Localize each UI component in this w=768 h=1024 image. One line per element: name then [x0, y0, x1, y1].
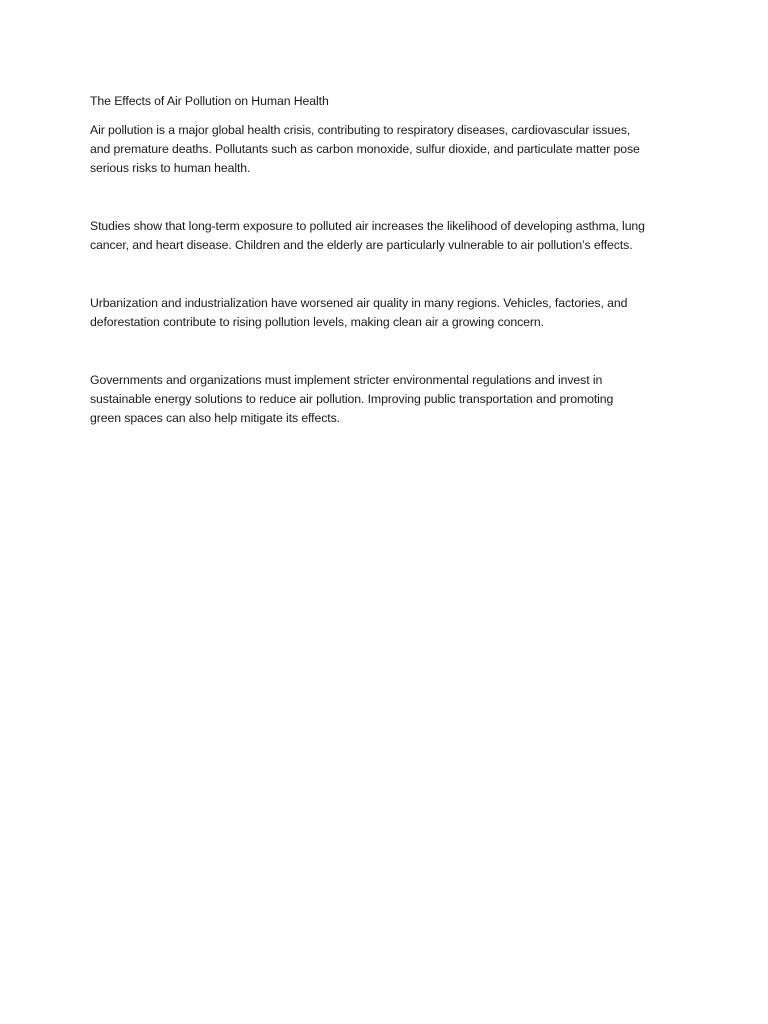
paragraph-line: green spaces can also help mitigate its effects. [90, 411, 340, 425]
document-title: The Effects of Air Pollution on Human Health [90, 94, 329, 108]
paragraph-1 [90, 121, 690, 178]
paragraph-line: cancer, and heart disease. Children and the elderly are particularly vulnerable to air pollution’s effects. [90, 238, 633, 252]
paragraph-line: and premature deaths. Pollutants such as carbon monoxide, sulfur dioxide, and particulate matter pose [90, 142, 640, 156]
paragraph-line: Air pollution is a major global health crisis, contributing to respiratory diseases, cardiovascular issues, [90, 123, 631, 137]
document-body [90, 92, 690, 467]
paragraph-line: serious risks to human health. [90, 161, 251, 175]
paragraph-4 [90, 371, 690, 428]
paragraph-line: Studies show that long-term exposure to polluted air increases the likelihood of developing asthma, lung [90, 219, 645, 233]
paragraph-line: sustainable energy solutions to reduce air pollution. Improving public transportation and promoting [90, 392, 614, 406]
paragraph-line: Governments and organizations must implement stricter environmental regulations and invest in [90, 373, 603, 387]
paragraph-2 [90, 217, 690, 255]
paragraph-3 [90, 294, 690, 332]
paragraph-line: deforestation contribute to rising pollution levels, making clean air a growing concern. [90, 315, 544, 329]
paragraph-line: Urbanization and industrialization have worsened air quality in many regions. Vehicles, factories, and [90, 296, 628, 310]
